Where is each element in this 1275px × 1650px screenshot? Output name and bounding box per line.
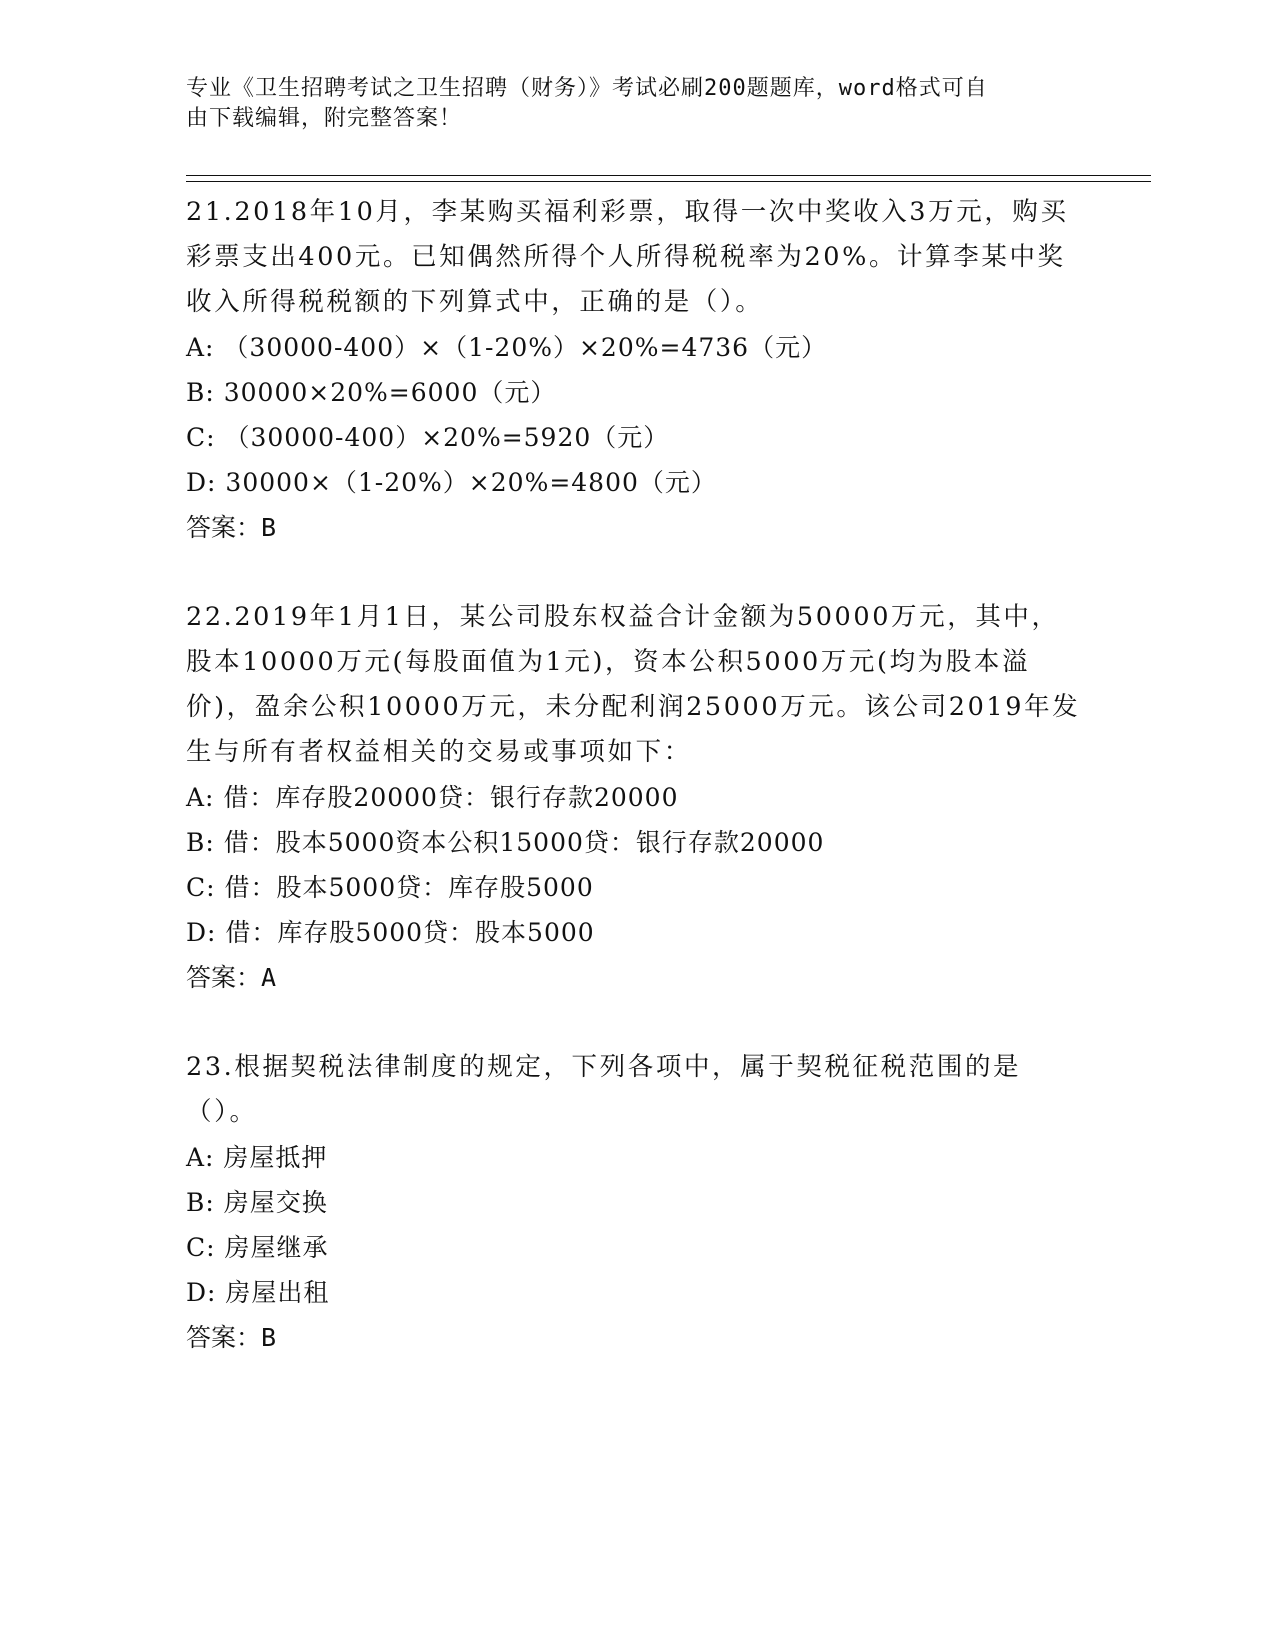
header-line-1: 专业《卫生招聘考试之卫生招聘（财务）》考试必刷200题题库，word格式可自 xyxy=(186,76,988,101)
question-23 xyxy=(186,1045,1086,1360)
question-list xyxy=(186,190,1086,1360)
option-b: B: 借：股本5000资本公积15000贷：银行存款20000 xyxy=(186,828,825,857)
option-c: C: 借：股本5000贷：库存股5000 xyxy=(186,873,594,902)
spacer xyxy=(186,550,1086,595)
option-d: D: 借：库存股5000贷：股本5000 xyxy=(186,918,595,947)
option-c: C: 房屋继承 xyxy=(186,1233,329,1262)
question-22 xyxy=(186,595,1086,1000)
document-header xyxy=(186,74,1066,134)
option-b: B: 房屋交换 xyxy=(186,1188,328,1217)
answer-label: 答案：B xyxy=(186,1323,277,1352)
option-a: A: 借：库存股20000贷：银行存款20000 xyxy=(186,783,679,812)
header-divider-bottom xyxy=(186,181,1151,182)
option-a: A: （30000-400）×（1-20%）×20%=4736（元） xyxy=(186,333,828,362)
option-d: D: 房屋出租 xyxy=(186,1278,330,1307)
option-a: A: 房屋抵押 xyxy=(186,1143,328,1172)
answer-label: 答案：B xyxy=(186,513,277,542)
question-text: 21.2018年10月，李某购买福利彩票，取得一次中奖收入3万元，购买彩票支出400元。已知偶然所得个人所得税税率为20%。计算李某中奖收入所得税税额的下列算式中，正确的是（）。 xyxy=(186,197,1069,317)
header-line-2: 由下载编辑，附完整答案！ xyxy=(186,106,463,131)
header-divider-top xyxy=(186,175,1151,176)
question-21 xyxy=(186,190,1086,550)
question-text: 23.根据契税法律制度的规定，下列各项中，属于契税征税范围的是（）。 xyxy=(186,1052,1022,1127)
option-d: D: 30000×（1-20%）×20%=4800（元） xyxy=(186,468,717,497)
answer-label: 答案：A xyxy=(186,963,277,992)
option-c: C: （30000-400）×20%=5920（元） xyxy=(186,423,670,452)
question-text: 22.2019年1月1日，某公司股东权益合计金额为50000万元，其中，股本10000万元(每股面值为1元)，资本公积5000万元(均为股本溢价)，盈余公积10000万元，未分配利润25000万元。该公司2019年发生与所有者权益相关的交易或事项如下： xyxy=(186,602,1081,767)
spacer xyxy=(186,1000,1086,1045)
option-b: B: 30000×20%=6000（元） xyxy=(186,378,557,407)
